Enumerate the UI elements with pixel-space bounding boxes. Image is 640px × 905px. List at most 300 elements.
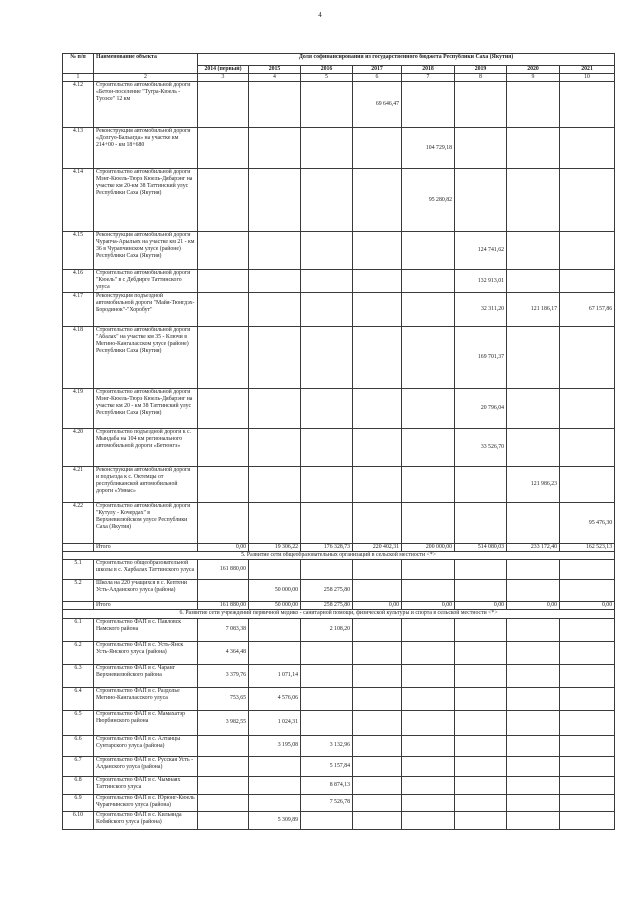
funding-cell bbox=[249, 776, 301, 794]
funding-cell bbox=[560, 389, 615, 429]
header-year: 2018 bbox=[402, 66, 455, 74]
object-name: Строительство ФАП в с. Раздолье Мегино-Кангаласского улуса bbox=[94, 687, 198, 710]
funding-cell: 2 108,20 bbox=[301, 618, 353, 641]
funding-cell bbox=[402, 664, 455, 687]
funding-cell: 32 311,20 bbox=[455, 293, 507, 327]
total-label: Итого bbox=[94, 544, 198, 552]
table-row bbox=[63, 580, 615, 602]
funding-cell bbox=[560, 756, 615, 776]
row-number: 6.8 bbox=[63, 776, 94, 794]
funding-cell bbox=[455, 710, 507, 735]
row-number: 5.2 bbox=[63, 580, 94, 602]
funding-cell bbox=[455, 735, 507, 756]
funding-cell: 3 195,08 bbox=[249, 735, 301, 756]
funding-cell bbox=[455, 618, 507, 641]
funding-cell bbox=[198, 82, 249, 128]
funding-cell bbox=[455, 580, 507, 602]
funding-cell bbox=[560, 232, 615, 270]
funding-cell: 67 157,86 bbox=[560, 293, 615, 327]
column-index: 4 bbox=[249, 74, 301, 82]
funding-cell bbox=[353, 618, 402, 641]
funding-cell bbox=[353, 794, 402, 811]
funding-cell bbox=[198, 580, 249, 602]
funding-cell bbox=[301, 169, 353, 232]
funding-cell: 1 071,14 bbox=[249, 664, 301, 687]
funding-cell bbox=[507, 580, 560, 602]
object-name: Строительство ФАП в с. Чымнаях Таттинского улуса bbox=[94, 776, 198, 794]
funding-cell bbox=[402, 503, 455, 544]
funding-cell bbox=[402, 710, 455, 735]
total-cell: 176 328,73 bbox=[301, 544, 353, 552]
header-group-title: Доля софинансирования из государственного бюджета Республики Саха (Якутия) bbox=[198, 54, 615, 66]
funding-cell bbox=[455, 169, 507, 232]
funding-cell bbox=[301, 429, 353, 467]
section-row bbox=[63, 552, 615, 560]
table-row bbox=[63, 687, 615, 710]
header-row bbox=[63, 54, 615, 66]
total-cell: 0,00 bbox=[402, 602, 455, 610]
row-number: 4.18 bbox=[63, 327, 94, 389]
total-spacer bbox=[63, 544, 94, 552]
funding-cell bbox=[507, 429, 560, 467]
row-number: 6.7 bbox=[63, 756, 94, 776]
funding-cell bbox=[560, 327, 615, 389]
funding-cell: 753,65 bbox=[198, 687, 249, 710]
object-name: Строительство автомобильной дороги «Бетон-поселение "Тугра-Кюель - Туоэсе" 12 км bbox=[94, 82, 198, 128]
funding-cell bbox=[198, 811, 249, 829]
funding-cell bbox=[560, 82, 615, 128]
column-index: 10 bbox=[560, 74, 615, 82]
column-index: 8 bbox=[455, 74, 507, 82]
funding-cell bbox=[507, 270, 560, 293]
row-number: 4.12 bbox=[63, 82, 94, 128]
header-no: № п/п bbox=[63, 54, 94, 74]
table-row bbox=[63, 710, 615, 735]
row-number: 4.13 bbox=[63, 128, 94, 169]
table-row bbox=[63, 293, 615, 327]
funding-cell bbox=[301, 389, 353, 429]
object-name: Строительство ФАП в с. Усть-Янск Усть-Янского улуса (района) bbox=[94, 641, 198, 664]
funding-cell: 5 157,84 bbox=[301, 756, 353, 776]
section-title: 5. Развитие сети общеобразовательных организаций в сельской местности <*> bbox=[63, 552, 615, 560]
row-number: 6.1 bbox=[63, 618, 94, 641]
funding-cell: 124 741,62 bbox=[455, 232, 507, 270]
section-row bbox=[63, 610, 615, 618]
column-index: 3 bbox=[198, 74, 249, 82]
object-name: Реконструкция автомобильной дороги «Долгуо-Бальагда» на участке км 214+00 - км 18+680 bbox=[94, 128, 198, 169]
table-row bbox=[63, 794, 615, 811]
funding-cell bbox=[560, 128, 615, 169]
total-row bbox=[63, 544, 615, 552]
funding-cell: 50 000,00 bbox=[249, 580, 301, 602]
funding-cell: 4 364,48 bbox=[198, 641, 249, 664]
funding-cell bbox=[402, 389, 455, 429]
funding-cell: 7 083,38 bbox=[198, 618, 249, 641]
total-cell: 258 275,80 bbox=[301, 602, 353, 610]
column-index: 9 bbox=[507, 74, 560, 82]
funding-cell bbox=[560, 710, 615, 735]
funding-cell bbox=[455, 560, 507, 580]
funding-cell bbox=[507, 735, 560, 756]
funding-cell: 121 986,23 bbox=[507, 467, 560, 503]
funding-cell bbox=[198, 429, 249, 467]
header-year: 2016 bbox=[301, 66, 353, 74]
total-row bbox=[63, 602, 615, 610]
table-row bbox=[63, 429, 615, 467]
funding-cell bbox=[301, 560, 353, 580]
row-number: 4.20 bbox=[63, 429, 94, 467]
funding-cell bbox=[455, 794, 507, 811]
funding-cell bbox=[507, 664, 560, 687]
table-row bbox=[63, 811, 615, 829]
row-number: 4.16 bbox=[63, 270, 94, 293]
object-name: Строительство ФАП в с. Чаранг Верхневилюйского района bbox=[94, 664, 198, 687]
funding-cell bbox=[301, 128, 353, 169]
total-cell: 0,00 bbox=[455, 602, 507, 610]
funding-cell bbox=[249, 503, 301, 544]
funding-cell bbox=[507, 503, 560, 544]
object-name: Строительство подъездной дороги к с. Мындаба на 104 км регионального автомобильной дороги «Бетюнгэ» bbox=[94, 429, 198, 467]
funding-cell bbox=[353, 811, 402, 829]
row-number: 6.6 bbox=[63, 735, 94, 756]
funding-cell bbox=[353, 232, 402, 270]
funding-cell: 5 309,89 bbox=[249, 811, 301, 829]
funding-cell bbox=[507, 389, 560, 429]
funding-cell bbox=[198, 128, 249, 169]
funding-cell bbox=[353, 429, 402, 467]
funding-cell bbox=[353, 776, 402, 794]
total-cell: 161 880,00 bbox=[198, 602, 249, 610]
funding-table bbox=[62, 53, 615, 830]
funding-cell bbox=[402, 735, 455, 756]
funding-cell bbox=[198, 270, 249, 293]
funding-cell bbox=[507, 776, 560, 794]
funding-cell: 8 874,13 bbox=[301, 776, 353, 794]
header-year: 2019 bbox=[455, 66, 507, 74]
funding-cell bbox=[249, 327, 301, 389]
row-number: 5.1 bbox=[63, 560, 94, 580]
funding-cell bbox=[402, 618, 455, 641]
funding-cell bbox=[560, 560, 615, 580]
funding-cell bbox=[560, 664, 615, 687]
table-row bbox=[63, 641, 615, 664]
funding-cell bbox=[402, 560, 455, 580]
funding-cell: 121 186,17 bbox=[507, 293, 560, 327]
funding-cell bbox=[353, 664, 402, 687]
column-index: 2 bbox=[94, 74, 198, 82]
funding-cell bbox=[560, 467, 615, 503]
funding-cell bbox=[455, 687, 507, 710]
funding-cell bbox=[402, 232, 455, 270]
total-cell: 0,00 bbox=[353, 602, 402, 610]
object-name: Строительство автомобильной дороги Мэнг-Кюель-Тюрэ Кюель-Дябарэнг на участке км 20-км 38 Таттинский улус Республики Саха (Якутия) bbox=[94, 169, 198, 232]
funding-cell bbox=[301, 467, 353, 503]
table-row bbox=[63, 232, 615, 270]
header-year: 2017 bbox=[353, 66, 402, 74]
header-year: 2021 bbox=[560, 66, 615, 74]
funding-cell bbox=[402, 756, 455, 776]
funding-cell bbox=[353, 169, 402, 232]
funding-cell bbox=[249, 641, 301, 664]
funding-cell bbox=[249, 270, 301, 293]
funding-cell bbox=[198, 169, 249, 232]
funding-cell bbox=[249, 429, 301, 467]
object-name: Строительство ФАП в с. Мамахатэр Нюрбинского района bbox=[94, 710, 198, 735]
row-number: 4.21 bbox=[63, 467, 94, 503]
table-row bbox=[63, 560, 615, 580]
funding-cell bbox=[353, 560, 402, 580]
funding-cell bbox=[455, 756, 507, 776]
table-row bbox=[63, 735, 615, 756]
funding-cell bbox=[301, 232, 353, 270]
funding-cell bbox=[301, 270, 353, 293]
row-number: 6.10 bbox=[63, 811, 94, 829]
funding-cell: 4 576,06 bbox=[249, 687, 301, 710]
funding-cell bbox=[249, 293, 301, 327]
funding-cell bbox=[507, 169, 560, 232]
table-body bbox=[63, 54, 615, 830]
funding-cell bbox=[249, 169, 301, 232]
object-name: Строительство ФАП в с. Кильянда Кобяйского улуса (района) bbox=[94, 811, 198, 829]
header-year: 2014 (первый) bbox=[198, 66, 249, 74]
funding-cell bbox=[455, 641, 507, 664]
funding-cell bbox=[353, 756, 402, 776]
row-number: 6.4 bbox=[63, 687, 94, 710]
funding-cell bbox=[560, 641, 615, 664]
funding-cell: 258 275,80 bbox=[301, 580, 353, 602]
funding-cell bbox=[560, 776, 615, 794]
funding-cell bbox=[301, 687, 353, 710]
funding-cell bbox=[301, 293, 353, 327]
table-row bbox=[63, 389, 615, 429]
funding-cell bbox=[507, 618, 560, 641]
object-name: Реконструкция автомобильной дороги и подъезда к с. Октемцы от республиканской автомобильной дороги «Умнас» bbox=[94, 467, 198, 503]
funding-cell bbox=[507, 641, 560, 664]
object-name: Реконструкция автомобильной дороги Чурапча-Арыльях на участке км 21 - км 36 в Чурапчинском улусе (районе) Республики Саха (Якутия) bbox=[94, 232, 198, 270]
funding-cell bbox=[560, 687, 615, 710]
funding-cell bbox=[507, 811, 560, 829]
funding-cell bbox=[455, 467, 507, 503]
funding-cell: 3 982,55 bbox=[198, 710, 249, 735]
object-name: Строительство автомобильной дороги "Кюель" в с Дебдирге Таттинского улуса bbox=[94, 270, 198, 293]
row-number: 6.2 bbox=[63, 641, 94, 664]
total-cell: 19 306,22 bbox=[249, 544, 301, 552]
funding-cell: 169 701,37 bbox=[455, 327, 507, 389]
header-name: Наименование объекта bbox=[94, 54, 198, 74]
row-number: 4.15 bbox=[63, 232, 94, 270]
object-name: Строительство автомобильной дороги "Абалах" на участке км 35 - Ключи в Мегино-Кангаласском улусе (районе) Республики Саха (Якутия) bbox=[94, 327, 198, 389]
table-row bbox=[63, 169, 615, 232]
row-number: 6.5 bbox=[63, 710, 94, 735]
funding-cell bbox=[198, 232, 249, 270]
total-cell: 0,00 bbox=[560, 602, 615, 610]
funding-cell bbox=[198, 327, 249, 389]
funding-cell bbox=[198, 467, 249, 503]
funding-cell: 95 476,30 bbox=[560, 503, 615, 544]
funding-cell: 20 796,04 bbox=[455, 389, 507, 429]
funding-cell bbox=[249, 467, 301, 503]
funding-cell bbox=[507, 128, 560, 169]
object-name: Строительство ФАП в с. Алтанцы Сунтарского улуса (района) bbox=[94, 735, 198, 756]
row-number: 4.22 bbox=[63, 503, 94, 544]
object-name: Строительство автомобильной дороги Мэнг-Кюель-Тюрэ Кюель-Дябарэнг на участке км 20 - км 38 Таттинский улус Республики Саха (Якутия) bbox=[94, 389, 198, 429]
funding-cell bbox=[249, 389, 301, 429]
funding-cell bbox=[198, 735, 249, 756]
funding-cell bbox=[402, 293, 455, 327]
funding-cell bbox=[455, 82, 507, 128]
funding-cell bbox=[353, 735, 402, 756]
table-row bbox=[63, 270, 615, 293]
funding-cell bbox=[455, 811, 507, 829]
total-label: Итого bbox=[94, 602, 198, 610]
funding-cell bbox=[507, 327, 560, 389]
funding-cell bbox=[301, 710, 353, 735]
funding-cell bbox=[507, 710, 560, 735]
table-row bbox=[63, 327, 615, 389]
object-name: Строительство ФАП в с. Павловск Намского района bbox=[94, 618, 198, 641]
column-index: 5 bbox=[301, 74, 353, 82]
funding-cell bbox=[249, 794, 301, 811]
funding-cell: 3 132,96 bbox=[301, 735, 353, 756]
funding-cell bbox=[301, 503, 353, 544]
funding-cell bbox=[198, 503, 249, 544]
total-cell: 514 080,03 bbox=[455, 544, 507, 552]
funding-cell bbox=[353, 641, 402, 664]
funding-cell bbox=[402, 467, 455, 503]
funding-cell: 33 526,70 bbox=[455, 429, 507, 467]
funding-cell bbox=[198, 389, 249, 429]
funding-cell bbox=[507, 794, 560, 811]
funding-cell bbox=[402, 811, 455, 829]
row-number: 4.17 bbox=[63, 293, 94, 327]
funding-cell bbox=[301, 327, 353, 389]
funding-cell bbox=[249, 560, 301, 580]
funding-cell bbox=[198, 794, 249, 811]
column-index-row bbox=[63, 74, 615, 82]
funding-cell bbox=[560, 618, 615, 641]
funding-cell bbox=[560, 794, 615, 811]
funding-cell bbox=[353, 580, 402, 602]
funding-cell bbox=[507, 560, 560, 580]
row-number: 4.14 bbox=[63, 169, 94, 232]
funding-cell bbox=[560, 169, 615, 232]
funding-cell bbox=[560, 429, 615, 467]
funding-cell bbox=[402, 776, 455, 794]
funding-cell bbox=[301, 811, 353, 829]
funding-cell bbox=[353, 710, 402, 735]
column-index: 7 bbox=[402, 74, 455, 82]
funding-cell bbox=[402, 794, 455, 811]
funding-cell: 104 729,18 bbox=[402, 128, 455, 169]
funding-cell: 7 526,78 bbox=[301, 794, 353, 811]
header-year: 2020 bbox=[507, 66, 560, 74]
funding-cell bbox=[507, 82, 560, 128]
total-cell: 50 000,00 bbox=[249, 602, 301, 610]
funding-cell bbox=[249, 82, 301, 128]
funding-cell bbox=[249, 232, 301, 270]
object-name: Строительство общеобразовательной школы в с. Харбалах Таттинского улуса bbox=[94, 560, 198, 580]
funding-cell bbox=[301, 641, 353, 664]
total-spacer bbox=[63, 602, 94, 610]
object-name: Строительство автомобильной дороги "Кутулу - Кочердах" в Верхневилюйском улусе Республики Саха (Якутия) bbox=[94, 503, 198, 544]
funding-cell bbox=[455, 776, 507, 794]
funding-cell bbox=[402, 327, 455, 389]
funding-cell bbox=[560, 735, 615, 756]
header-year: 2015 bbox=[249, 66, 301, 74]
funding-cell bbox=[560, 270, 615, 293]
funding-cell bbox=[353, 467, 402, 503]
total-cell: 0,00 bbox=[198, 544, 249, 552]
funding-cell bbox=[198, 756, 249, 776]
funding-cell: 1 024,31 bbox=[249, 710, 301, 735]
column-index: 6 bbox=[353, 74, 402, 82]
funding-cell bbox=[198, 776, 249, 794]
funding-cell bbox=[402, 429, 455, 467]
funding-cell bbox=[455, 664, 507, 687]
funding-cell bbox=[560, 811, 615, 829]
table-row bbox=[63, 776, 615, 794]
table-row bbox=[63, 82, 615, 128]
funding-cell bbox=[402, 641, 455, 664]
total-cell: 162 523,13 bbox=[560, 544, 615, 552]
funding-cell bbox=[353, 128, 402, 169]
funding-cell bbox=[353, 687, 402, 710]
funding-cell bbox=[507, 232, 560, 270]
table-row bbox=[63, 503, 615, 544]
funding-cell bbox=[353, 389, 402, 429]
funding-cell bbox=[455, 128, 507, 169]
row-number: 4.19 bbox=[63, 389, 94, 429]
table-row bbox=[63, 618, 615, 641]
page-number: 4 bbox=[318, 11, 322, 19]
table-row bbox=[63, 467, 615, 503]
funding-cell bbox=[198, 293, 249, 327]
funding-cell bbox=[353, 293, 402, 327]
table-row bbox=[63, 664, 615, 687]
funding-cell: 3 379,76 bbox=[198, 664, 249, 687]
funding-cell bbox=[249, 618, 301, 641]
funding-cell bbox=[507, 756, 560, 776]
funding-cell: 95 280,82 bbox=[402, 169, 455, 232]
section-title: 6. Развитие сети учреждений первичной медико - санитарной помощи, физической культуры и спорта в сельской местности <*> bbox=[63, 610, 615, 618]
funding-cell bbox=[301, 82, 353, 128]
table-row bbox=[63, 756, 615, 776]
object-name: Школа на 220 учащихся в с. Кептени Усть-Алданского улуса (района) bbox=[94, 580, 198, 602]
funding-cell: 132 913,01 bbox=[455, 270, 507, 293]
column-index: 1 bbox=[63, 74, 94, 82]
object-name: Реконструкция подъездной автомобильной дороги "Майя-Тюнгдэх-Бородинок"-"Хоробут" bbox=[94, 293, 198, 327]
row-number: 6.9 bbox=[63, 794, 94, 811]
funding-cell: 69 646,47 bbox=[353, 82, 402, 128]
funding-cell bbox=[402, 687, 455, 710]
funding-cell bbox=[402, 82, 455, 128]
table-row bbox=[63, 128, 615, 169]
funding-cell bbox=[507, 687, 560, 710]
row-number: 6.3 bbox=[63, 664, 94, 687]
funding-cell bbox=[402, 580, 455, 602]
total-cell: 233 172,40 bbox=[507, 544, 560, 552]
total-cell: 200 000,00 bbox=[402, 544, 455, 552]
funding-cell bbox=[301, 664, 353, 687]
object-name: Строительство ФАП в с. Русская Усть - Алданского улуса (района) bbox=[94, 756, 198, 776]
funding-cell: 161 880,00 bbox=[198, 560, 249, 580]
funding-cell bbox=[402, 270, 455, 293]
funding-cell bbox=[249, 128, 301, 169]
funding-cell bbox=[455, 503, 507, 544]
funding-cell bbox=[353, 503, 402, 544]
total-cell: 220 402,31 bbox=[353, 544, 402, 552]
funding-cell bbox=[353, 270, 402, 293]
